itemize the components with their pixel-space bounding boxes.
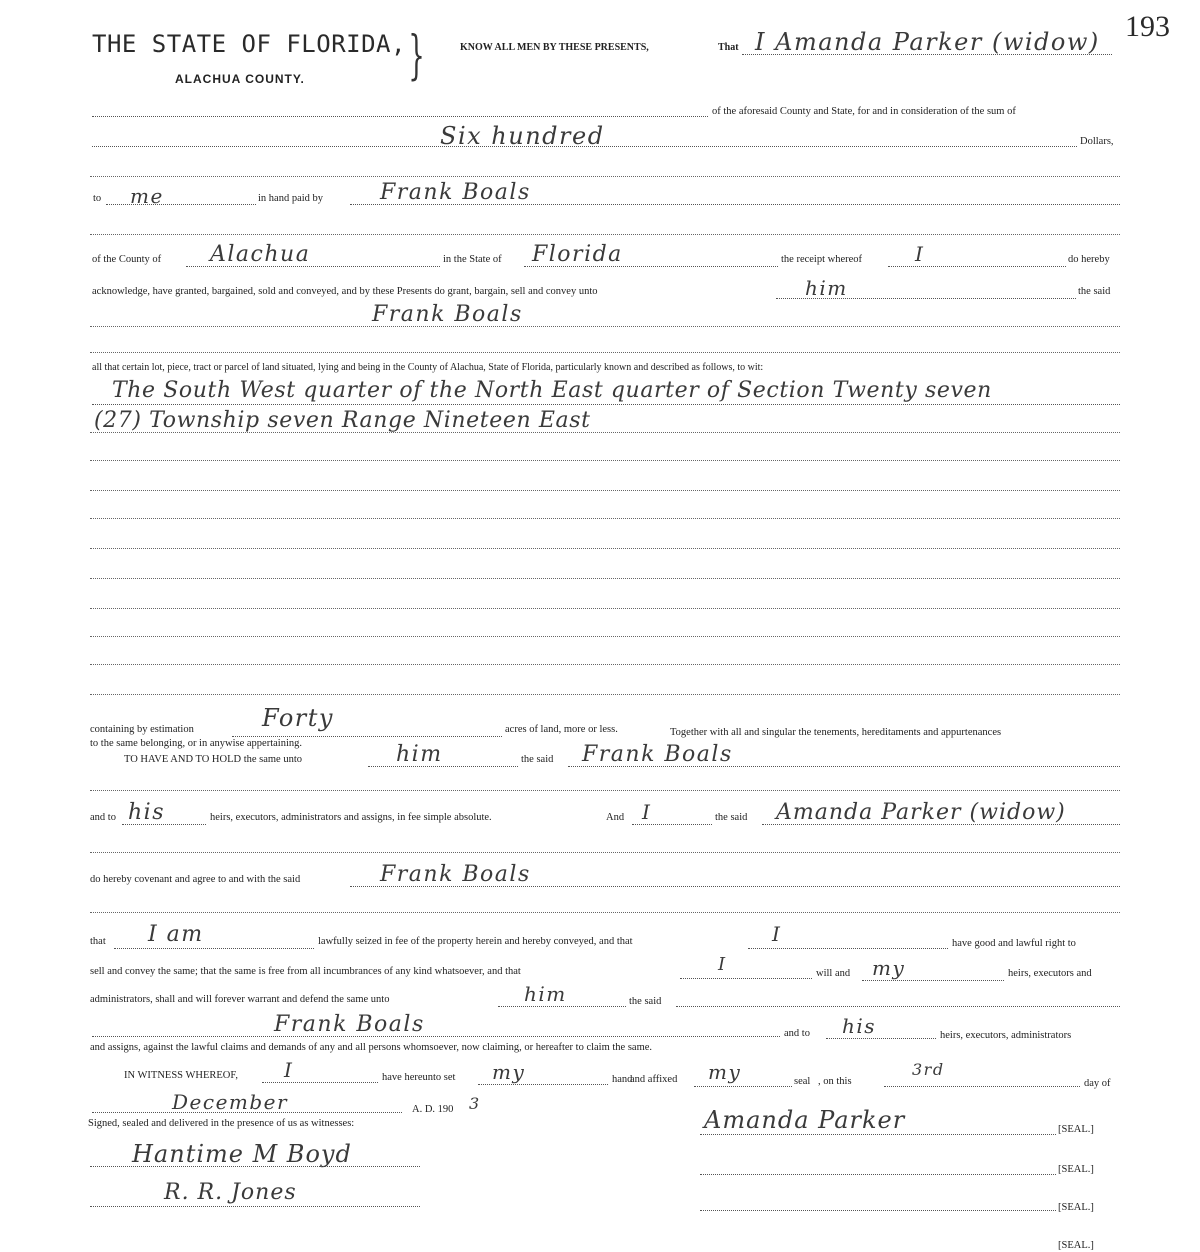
sell-my-handwritten: my bbox=[872, 956, 906, 980]
witness-my-line bbox=[478, 1084, 608, 1085]
acres-text: acres of land, more or less. bbox=[505, 724, 618, 735]
acres-line bbox=[232, 736, 502, 737]
dollars-label: Dollars, bbox=[1080, 136, 1114, 147]
blank-line bbox=[90, 852, 1120, 853]
seized-i-line bbox=[748, 948, 948, 949]
blank-line bbox=[90, 432, 1120, 433]
ad-label: A. D. 190 bbox=[412, 1104, 454, 1115]
grantee-heirs: heirs, executors, administrators bbox=[940, 1030, 1072, 1041]
that-label-2: that bbox=[90, 936, 106, 947]
month-handwritten: December bbox=[172, 1090, 289, 1114]
page-number: 193 bbox=[1125, 10, 1170, 43]
day-line bbox=[884, 1086, 1080, 1087]
payer-handwritten: Frank Boals bbox=[380, 180, 531, 205]
in-hand-label: in hand paid by bbox=[258, 193, 324, 204]
lawfully-text: lawfully seized in fee of the property herein and hereby conveyed, and that bbox=[318, 936, 633, 947]
witness1-signature: Hantime M Boyd bbox=[132, 1140, 352, 1168]
have-set-label: have hereunto set bbox=[382, 1072, 456, 1083]
amount-line bbox=[92, 146, 1077, 147]
in-state-label: in the State of bbox=[443, 254, 502, 265]
blank-line bbox=[90, 608, 1120, 609]
do-hereby-label: do hereby bbox=[1068, 254, 1110, 265]
blank-line bbox=[90, 460, 1120, 461]
witness2-signature: R. R. Jones bbox=[164, 1180, 297, 1205]
receipt-handwritten: I bbox=[915, 242, 925, 266]
belonging-text: to the same belonging, or in anywise appertaining. bbox=[90, 738, 302, 749]
state-handwritten: Florida bbox=[532, 242, 623, 267]
grantee-his-line bbox=[826, 1038, 936, 1039]
i-am-handwritten: I am bbox=[148, 922, 204, 947]
heirs-the-said: the said bbox=[715, 812, 748, 823]
day-of-label: day of bbox=[1084, 1078, 1111, 1089]
that-label: That bbox=[718, 42, 739, 53]
grantee-and-to: and to bbox=[784, 1028, 810, 1039]
habendum-grantee-line bbox=[568, 766, 1120, 767]
sell-text: sell and convey the same; that the same is free from all incumbrances of any kind whatsoever, and that bbox=[90, 966, 521, 977]
grantee-handwritten: Frank Boals bbox=[372, 302, 523, 327]
blank-line bbox=[92, 404, 1120, 405]
witness-my2-handwritten: my bbox=[708, 1060, 742, 1084]
land-intro: all that certain lot, piece, tract or parcel of land situated, lying and being in the County of Alachua, State of Florida, particularly known and described as follows, to wit: bbox=[92, 362, 764, 373]
admin-unto-handwritten: him bbox=[524, 982, 567, 1006]
unto-line bbox=[776, 298, 1076, 299]
habendum-the-said: the said bbox=[521, 754, 554, 765]
sig-line-2 bbox=[700, 1174, 1056, 1175]
of-county-label: of the County of bbox=[92, 254, 162, 265]
witness2-line bbox=[90, 1206, 420, 1207]
consideration-text: of the aforesaid County and State, for and in consideration of the sum of bbox=[712, 106, 1016, 117]
assigns-text: and assigns, against the lawful claims and demands of any and all persons whomsoever, now claiming, or hereafter to claim the same. bbox=[90, 1042, 653, 1053]
seal-3: [SEAL.] bbox=[1058, 1202, 1094, 1213]
receipt-line bbox=[888, 266, 1066, 267]
the-said-label: the said bbox=[1078, 286, 1111, 297]
state-title: THE STATE OF FLORIDA, bbox=[92, 30, 406, 58]
blank-line bbox=[90, 490, 1120, 491]
blank-line bbox=[90, 912, 1120, 913]
land-description-line1: The South West quarter of the North East quarter of Section Twenty seven bbox=[112, 378, 992, 403]
day-handwritten: 3rd bbox=[912, 1060, 945, 1079]
heirs-grantor-handwritten: Amanda Parker (widow) bbox=[776, 800, 1066, 825]
blank-line bbox=[92, 116, 708, 117]
blank-line bbox=[90, 636, 1120, 637]
covenant-text: do hereby covenant and agree to and with the said bbox=[90, 874, 301, 885]
i-am-line bbox=[114, 948, 314, 949]
blank-line bbox=[90, 352, 1120, 353]
county-title: ALACHUA COUNTY. bbox=[175, 72, 305, 86]
grantor-signature: Amanda Parker bbox=[704, 1106, 906, 1134]
grantee-line-handwritten: Frank Boals bbox=[274, 1012, 425, 1037]
covenant-grantee-handwritten: Frank Boals bbox=[380, 862, 531, 887]
admin-unto-line bbox=[498, 1006, 626, 1007]
blank-line bbox=[90, 176, 1120, 177]
habendum-unto-handwritten: him bbox=[396, 742, 443, 767]
admin-line bbox=[676, 1006, 1120, 1007]
his-handwritten: his bbox=[128, 800, 165, 825]
have-right-text: have good and lawful right to bbox=[952, 938, 1076, 949]
know-all-men: KNOW ALL MEN BY THESE PRESENTS, bbox=[460, 42, 649, 53]
witness-i-handwritten: I bbox=[284, 1058, 294, 1082]
and-handwritten: I bbox=[642, 800, 652, 824]
seal-4: [SEAL.] bbox=[1058, 1240, 1094, 1251]
seized-i-handwritten: I bbox=[772, 922, 782, 946]
seal-2: [SEAL.] bbox=[1058, 1164, 1094, 1175]
and-label: And bbox=[606, 812, 625, 823]
heirs-text: heirs, executors, administrators and assigns, in fee simple absolute. bbox=[210, 812, 492, 823]
together-text: Together with all and singular the tenements, hereditaments and appurtenances bbox=[670, 727, 1002, 738]
county-line bbox=[186, 266, 440, 267]
receipt-label: the receipt whereof bbox=[781, 254, 863, 265]
grantor-handwritten: I Amanda Parker (widow) bbox=[755, 28, 1100, 56]
his-line bbox=[122, 824, 206, 825]
witness-my-handwritten: my bbox=[492, 1060, 526, 1084]
sell-i-line bbox=[680, 978, 812, 979]
sig-line-3 bbox=[700, 1210, 1056, 1211]
sig-line-1 bbox=[700, 1134, 1056, 1135]
blank-line bbox=[90, 548, 1120, 549]
habendum-grantee-handwritten: Frank Boals bbox=[582, 742, 733, 767]
blank-line bbox=[90, 578, 1120, 579]
heirs-grantor-line bbox=[762, 824, 1120, 825]
state-line bbox=[524, 266, 778, 267]
affixed-label: and affixed bbox=[630, 1074, 678, 1085]
grantee-line bbox=[90, 326, 1120, 327]
blank-line bbox=[90, 694, 1120, 695]
to-line bbox=[106, 204, 256, 205]
acres-handwritten: Forty bbox=[262, 704, 334, 732]
administrators-text: administrators, shall and will forever warrant and defend the same unto bbox=[90, 994, 390, 1005]
seal-label: seal bbox=[794, 1076, 811, 1087]
on-this-label: , on this bbox=[818, 1076, 852, 1087]
will-and-label: will and bbox=[816, 968, 851, 979]
and-to-label: and to bbox=[90, 812, 116, 823]
sell-my-line bbox=[862, 980, 1004, 981]
blank-line bbox=[90, 664, 1120, 665]
witness-i-line bbox=[262, 1082, 378, 1083]
witness1-line bbox=[90, 1166, 420, 1167]
blank-line bbox=[90, 790, 1120, 791]
unto-handwritten: him bbox=[805, 276, 848, 300]
signed-text: Signed, sealed and delivered in the presence of us as witnesses: bbox=[88, 1118, 355, 1129]
admin-the-said: the said bbox=[629, 996, 662, 1007]
hand-label: hand bbox=[612, 1074, 633, 1085]
year-handwritten: 3 bbox=[469, 1094, 480, 1113]
acknowledge-text: acknowledge, have granted, bargained, sold and conveyed, and by these Presents do grant, bargain, sell and convey unto bbox=[92, 286, 598, 297]
payer-line bbox=[350, 204, 1120, 205]
to-handwritten: me bbox=[130, 184, 164, 208]
witness-my2-line bbox=[694, 1086, 792, 1087]
blank-line bbox=[90, 518, 1120, 519]
covenant-line bbox=[350, 886, 1120, 887]
containing-label: containing by estimation bbox=[90, 724, 194, 735]
county-handwritten: Alachua bbox=[210, 242, 311, 267]
grantor-line bbox=[742, 54, 1112, 55]
amount-handwritten: Six hundred bbox=[440, 122, 605, 150]
header-brace: } bbox=[408, 26, 425, 86]
grantee-blank-line bbox=[92, 1036, 780, 1037]
to-have-label: TO HAVE AND TO HOLD the same unto bbox=[124, 754, 303, 765]
land-description-line2: (27) Township seven Range Nineteen East bbox=[94, 408, 591, 433]
habendum-line bbox=[368, 766, 518, 767]
blank-line bbox=[90, 234, 1120, 235]
seal-1: [SEAL.] bbox=[1058, 1124, 1094, 1135]
grantee-his-handwritten: his bbox=[842, 1014, 877, 1038]
and-line bbox=[632, 824, 712, 825]
month-line bbox=[92, 1112, 402, 1113]
in-witness-label: IN WITNESS WHEREOF, bbox=[124, 1070, 238, 1081]
sell-i-handwritten: I bbox=[718, 954, 727, 975]
to-label: to bbox=[93, 193, 102, 204]
sell-heirs-label: heirs, executors and bbox=[1008, 968, 1092, 979]
